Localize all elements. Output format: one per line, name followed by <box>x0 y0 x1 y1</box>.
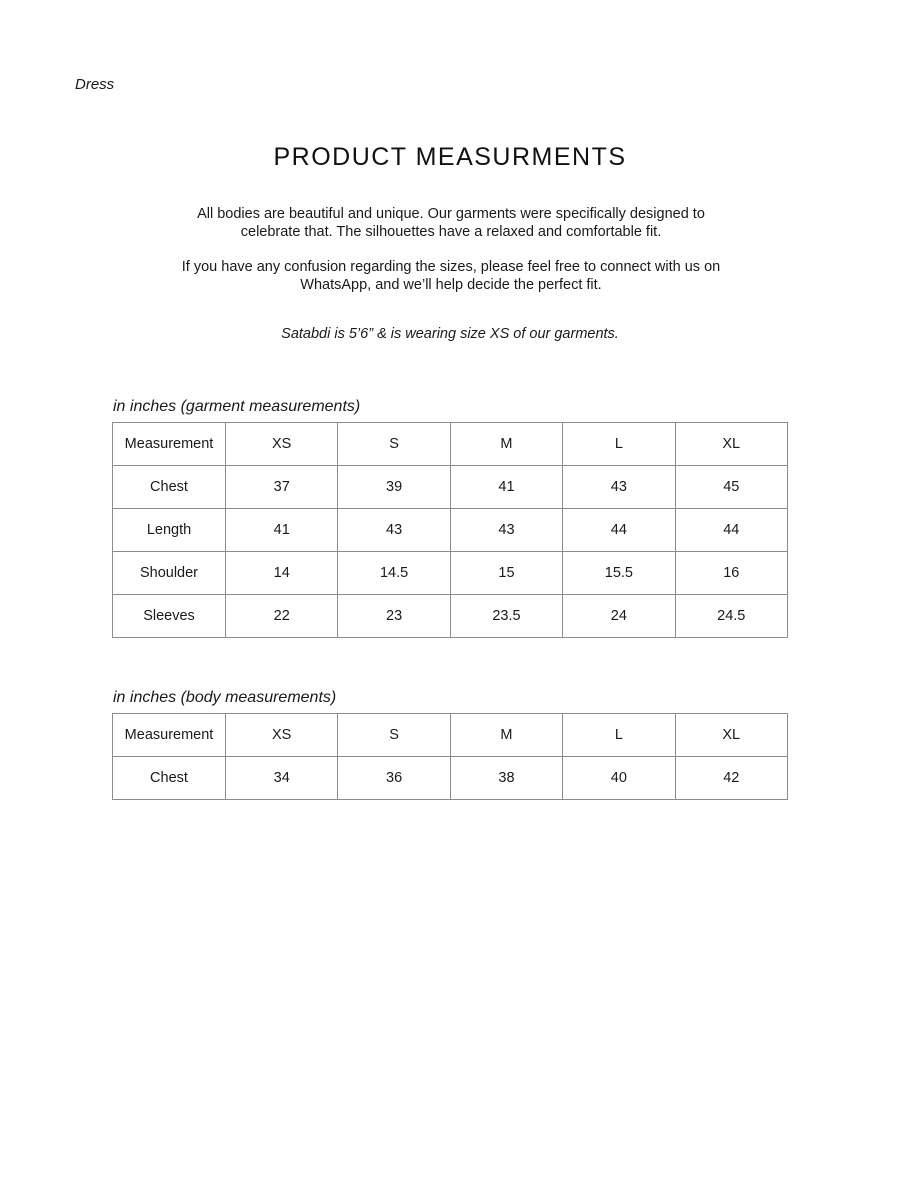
table-cell: 14 <box>226 552 338 595</box>
header-cell: XL <box>675 714 787 757</box>
table-cell: 43 <box>338 509 450 552</box>
page-title: PRODUCT MEASURMENTS <box>273 143 627 171</box>
model-size-note: Satabdi is 5’6” & is wearing size XS of our garments. <box>281 326 619 342</box>
header-cell: Measurement <box>113 714 226 757</box>
table-row <box>113 595 788 638</box>
header-cell: XS <box>226 423 338 466</box>
table-row <box>113 552 788 595</box>
table-cell: 16 <box>675 552 787 595</box>
header-cell: S <box>338 423 450 466</box>
table-cell: 15 <box>450 552 562 595</box>
row-label-cell: Chest <box>113 757 226 800</box>
intro-paragraph-fit: All bodies are beautiful and unique. Our garments were specifically designed to celebrate that. The silhouettes have a relaxed and comfortable fit. <box>197 206 705 240</box>
table-cell: 45 <box>675 466 787 509</box>
body-measurements-table <box>112 713 788 800</box>
header-cell: L <box>563 423 675 466</box>
table-cell: 23.5 <box>450 595 562 638</box>
row-label-cell: Sleeves <box>113 595 226 638</box>
table-cell: 24 <box>563 595 675 638</box>
header-cell: Measurement <box>113 423 226 466</box>
intro-paragraph-help: If you have any confusion regarding the sizes, please feel free to connect with us on WhatsApp, and we’ll help decide the perfect fit. <box>181 259 721 293</box>
table-cell: 39 <box>338 466 450 509</box>
table-cell: 41 <box>226 509 338 552</box>
garment-table-caption: in inches (garment measurements) <box>113 398 361 415</box>
header-cell: XS <box>226 714 338 757</box>
row-label-cell: Shoulder <box>113 552 226 595</box>
table-header-row <box>113 714 788 757</box>
table-cell: 36 <box>338 757 450 800</box>
header-cell: M <box>450 423 562 466</box>
table-cell: 44 <box>675 509 787 552</box>
table-cell: 42 <box>675 757 787 800</box>
table-cell: 44 <box>563 509 675 552</box>
table-cell: 41 <box>450 466 562 509</box>
table-header-row <box>113 423 788 466</box>
header-cell: L <box>563 714 675 757</box>
row-label-cell: Length <box>113 509 226 552</box>
body-table-caption: in inches (body measurements) <box>113 689 337 706</box>
table-cell: 15.5 <box>563 552 675 595</box>
table-cell: 43 <box>450 509 562 552</box>
table-cell: 23 <box>338 595 450 638</box>
document-category-label: Dress <box>75 76 115 93</box>
row-label-cell: Chest <box>113 466 226 509</box>
header-cell: XL <box>675 423 787 466</box>
table-row <box>113 509 788 552</box>
table-cell: 43 <box>563 466 675 509</box>
table-cell: 40 <box>563 757 675 800</box>
table-row <box>113 466 788 509</box>
table-cell: 22 <box>226 595 338 638</box>
table-cell: 38 <box>450 757 562 800</box>
header-cell: M <box>450 714 562 757</box>
table-cell: 14.5 <box>338 552 450 595</box>
garment-measurements-table <box>112 422 788 638</box>
table-cell: 37 <box>226 466 338 509</box>
header-cell: S <box>338 714 450 757</box>
table-cell: 34 <box>226 757 338 800</box>
table-cell: 24.5 <box>675 595 787 638</box>
table-row <box>113 757 788 800</box>
